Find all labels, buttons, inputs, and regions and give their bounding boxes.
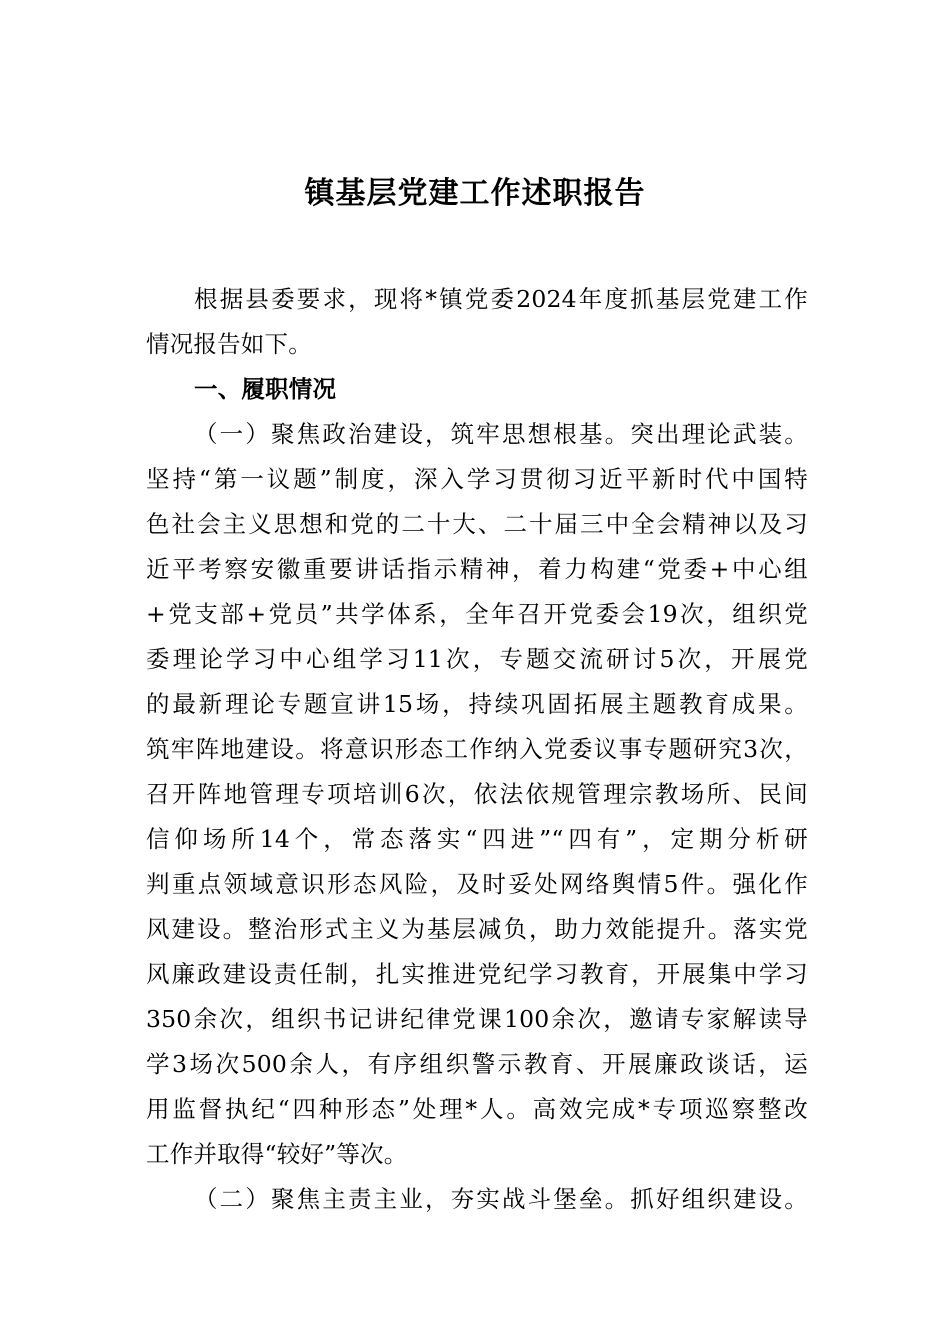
paragraph-line: 的最新理论专题宣讲15场，持续巩固拓展主题教育成果。	[146, 690, 808, 718]
paragraph-line: 坚持“第一议题”制度，深入学习贯彻习近平新时代中国特	[146, 465, 808, 493]
paragraph-line: 色社会主义思想和党的二十大、二十届三中全会精神以及习	[146, 510, 808, 538]
paragraph-line: 用监督执纪“四种形态”处理*人。高效完成*专项巡察整改	[146, 1095, 808, 1123]
paragraph-line: 召开阵地管理专项培训6次，依法依规管理宗教场所、民间	[146, 780, 808, 808]
document-body	[146, 277, 808, 1222]
paragraph-line: +党支部+党员”共学体系，全年召开党委会19次，组织党	[146, 600, 808, 628]
document-title: 镇基层党建工作述职报告	[304, 176, 646, 211]
section-heading: 一、履职情况	[194, 375, 337, 403]
paragraph-line: 工作并取得“较好”等次。	[146, 1140, 408, 1168]
paragraph-line: 风建设。整治形式主义为基层减负，助力效能提升。落实党	[146, 915, 808, 943]
paragraph-line: （一）聚焦政治建设，筑牢思想根基。突出理论武装。	[194, 420, 808, 448]
paragraph-line: 近平考察安徽重要讲话指示精神，着力构建“党委+中心组	[146, 555, 808, 583]
paragraph-line: 风廉政建设责任制，扎实推进党纪学习教育，开展集中学习	[146, 960, 808, 988]
paragraph-line: 根据县委要求，现将*镇党委2024年度抓基层党建工作	[194, 285, 808, 313]
paragraph-line: 判重点领域意识形态风险，及时妥处网络舆情5件。强化作	[146, 870, 808, 898]
paragraph-line: （二）聚焦主责主业，夯实战斗堡垒。抓好组织建设。	[194, 1185, 808, 1213]
paragraph-line: 350余次，组织书记讲纪律党课100余次，邀请专家解读导	[146, 1005, 808, 1033]
paragraph-line: 筑牢阵地建设。将意识形态工作纳入党委议事专题研究3次，	[146, 735, 808, 763]
paragraph-line: 情况报告如下。	[146, 330, 312, 358]
paragraph-line: 学3场次500余人，有序组织警示教育、开展廉政谈话，运	[146, 1050, 808, 1078]
paragraph-line: 信仰场所14个，常态落实“四进”“四有”，定期分析研	[146, 825, 808, 853]
paragraph-line: 委理论学习中心组学习11次，专题交流研讨5次，开展党	[146, 645, 808, 673]
